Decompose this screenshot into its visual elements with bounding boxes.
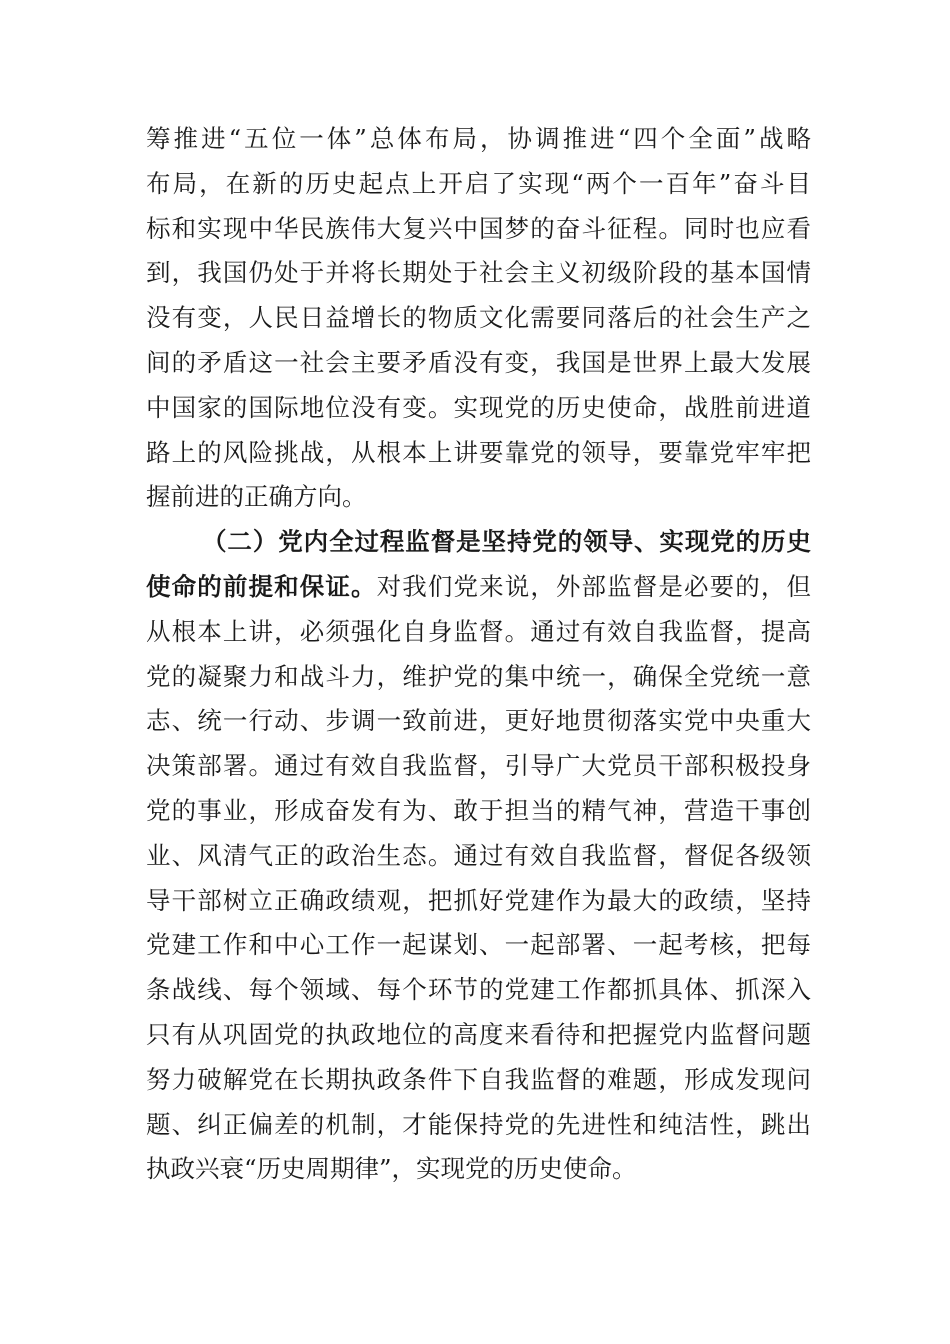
text-line: 党的凝聚力和战斗力，维护党的集中统一，确保全党统一意 [146,661,811,691]
text-line: 中国家的国际地位没有变。实现党的历史使命，战胜前进道 [146,392,811,422]
text-line: 党的事业，形成奋发有为、敢于担当的精气神，营造干事创 [146,795,811,825]
text-line: 路上的风险挑战，从根本上讲要靠党的领导，要靠党牢牢把 [146,437,811,467]
text-line: 没有变，人民日益增长的物质文化需要同落后的社会生产之 [146,303,811,333]
text-line: 只有从巩固党的执政地位的高度来看待和把握党内监督问题 [146,1019,811,1049]
text-line: 布局，在新的历史起点上开启了实现“两个一百年”奋斗目 [146,168,811,198]
paragraph-2 [146,520,811,1192]
text-line: 间的矛盾这一社会主要矛盾没有变，我国是世界上最大发展 [146,347,811,377]
text-line: 努力破解党在长期执政条件下自我监督的难题，形成发现问 [146,1064,811,1094]
text-line: 志、统一行动、步调一致前进，更好地贯彻落实党中央重大 [146,706,811,736]
text-line: 条战线、每个领域、每个环节的党建工作都抓具体、抓深入 [146,975,811,1005]
text-line: 握前进的正确方向。 [146,482,367,512]
paragraph-1 [146,117,811,520]
text-line: 党建工作和中心工作一起谋划、一起部署、一起考核，把每 [146,930,811,960]
text-line: 标和实现中华民族伟大复兴中国梦的奋斗征程。同时也应看 [146,213,811,243]
text-line [146,565,811,610]
section-heading: （二）党内全过程监督是坚持党的领导、实现党的历史 [202,527,811,557]
text-line: 决策部署。通过有效自我监督，引导广大党员干部积极投身 [146,751,811,781]
text-fragment: 对我们党来说，外部监督是必要的，但 [376,571,812,601]
section-heading-continued: 使命的前提和保证。 [146,571,377,601]
text-line: 筹推进“五位一体”总体布局，协调推进“四个全面”战略 [146,124,811,153]
text-line: 题、纠正偏差的机制，才能保持党的先进性和纯洁性，跳出 [146,1109,811,1139]
text-line: 业、风清气正的政治生态。通过有效自我监督，督促各级领 [146,840,811,870]
text-line: 执政兴衰“历史周期律”，实现党的历史使命。 [146,1154,637,1184]
text-line: 导干部树立正确政绩观，把抓好党建作为最大的政绩，坚持 [146,885,811,915]
text-line: 从根本上讲，必须强化自身监督。通过有效自我监督，提高 [146,616,811,646]
document-body [146,117,811,1192]
text-line: 到，我国仍处于并将长期处于社会主义初级阶段的基本国情 [146,258,811,288]
